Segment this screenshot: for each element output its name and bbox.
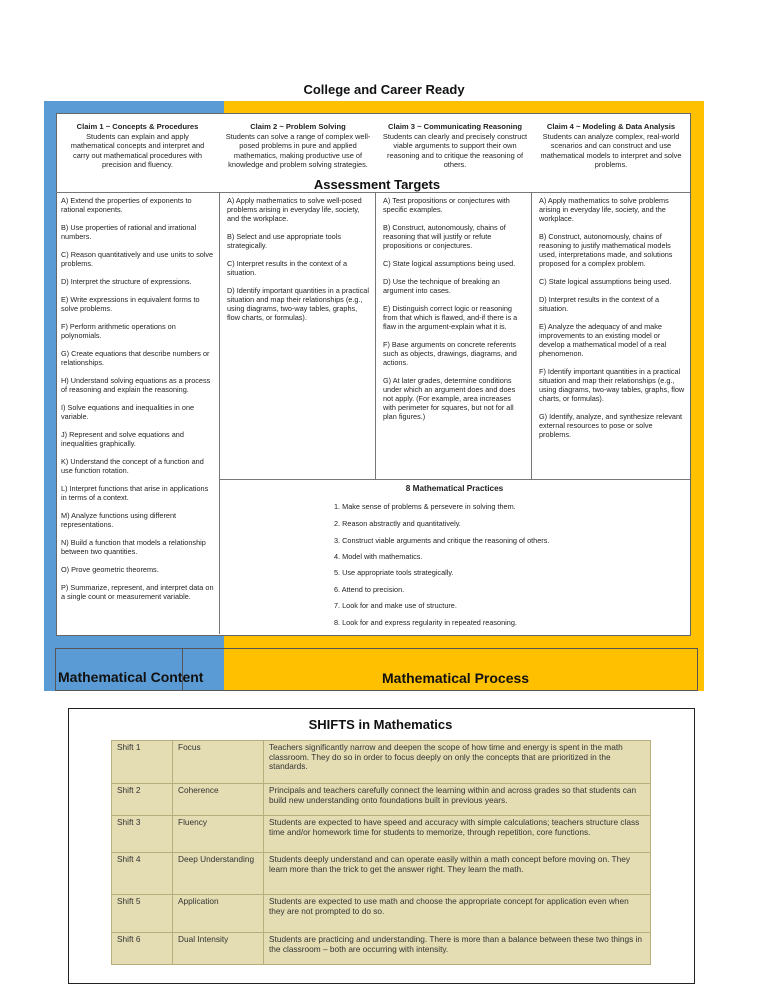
target-2a: A) Apply mathematics to solve well-posed problems arising in everyday life, society, and the workplace. [227,196,362,223]
shift-name: Fluency [173,816,264,853]
practices-title: 8 Mathematical Practices [405,484,504,493]
table-row [112,933,651,965]
target-4a: A) Apply mathematics to solve problems arising in everyday life, society, and the workplace. [539,196,669,223]
practice-2: 2. Reason abstractly and quantitatively. [334,519,461,528]
shift-desc: Students are expected to use math and choose the appropriate concept for application even when they are not prompted to do so. [264,895,651,933]
target-1c: C) Reason quantitatively and use units to solve problems. [61,250,214,268]
target-4c: C) State logical assumptions being used. [539,277,672,286]
claim-2-text: Students can solve a range of complex well-posed problems in pure and applied mathematics, making productive use of knowledge and problem solving strategies. [225,132,371,169]
table-row [112,784,651,816]
table-row [112,895,651,933]
claim-2-targets [227,196,370,322]
target-1e: E) Write expressions in equivalent forms to solve problems. [61,295,200,313]
claim-4-targets [539,196,685,439]
target-1o: O) Prove geometric theorems. [61,565,159,574]
targets-top-divider [56,192,690,193]
target-4b: B) Construct, autonomously, chains of reasoning to justify mathematical models used, interpretations made, and solutions proposed for a complex problem. [539,232,673,268]
target-1k: K) Understand the concept of a function and use function rotation. [61,457,204,475]
page-title-line1: College and Career Ready [303,82,465,97]
column-divider-1 [219,192,220,634]
practice-6: 6. Attend to precision. [334,585,405,594]
target-2d: D) Identify important quantities in a practical situation and map their relationships (e.g., using diagrams, two-way tables, graphs, flow charts, or formulas). [227,286,369,322]
target-1b: B) Use properties of rational and irrational numbers. [61,223,197,241]
target-1d: D) Interpret the structure of expressions. [61,277,192,286]
target-1m: M) Analyze functions using different representations. [61,511,177,529]
column-divider-2 [375,192,376,479]
shift-name: Coherence [173,784,264,816]
column-divider-3 [531,192,532,479]
target-1a: A) Extend the properties of exponents to rational exponents. [61,196,192,214]
target-3g: G) At later grades, determine conditions under which an argument does and does not apply. (For example, area increases with perimeter for squares, but not for all plan figures.) [383,376,516,421]
claim-1-text: Students can explain and apply mathematical concepts and interpret and carry out mathematical procedures with precision and fluency. [70,132,205,169]
claim-3-text: Students can clearly and precisely construct viable arguments to support their own reasoning and to critique the reasoning of others. [382,132,528,169]
practice-7: 7. Look for and make use of structure. [334,601,457,610]
target-2c: C) Interpret results in the context of a situation. [227,259,348,277]
shift-label: Shift 4 [112,853,173,895]
shift-desc: Students are expected to have speed and accuracy with simple calculations; teachers structure class time and/or homework time for students to memorize, through repetition, core functions. [264,816,651,853]
claim-3-title: Claim 3 ~ Communicating Reasoning [388,122,522,131]
table-row [112,816,651,853]
assessment-targets-heading: Assessment Targets [313,177,441,192]
claim-4-text: Students can analyze complex, real-world scenarios and can construct and use mathematical models to interpret and solve problems. [540,132,682,169]
shift-desc: Students are practicing and understanding. There is more than a balance between these two things in the classroom – both are occurring with intensity. [264,933,651,965]
content-label: Mathematical Content [58,669,204,685]
shift-desc: Principals and teachers carefully connect the learning within and across grades so that students can build new understanding onto foundations built in previous years. [264,784,651,816]
target-3f: F) Base arguments on concrete referents such as objects, drawings, diagrams, and actions. [383,340,517,367]
shifts-table [111,740,651,965]
claim-4-title: Claim 4 ~ Modeling & Data Analysis [546,122,676,131]
practices-divider [219,479,690,480]
target-3a: A) Test propositions or conjectures with specific examples. [383,196,510,214]
target-3b: B) Construct, autonomously, chains of reasoning that will justify or refute propositions or conjectures. [383,223,506,250]
claim-4-header [536,122,686,169]
shift-name: Dual Intensity [173,933,264,965]
shift-label: Shift 3 [112,816,173,853]
target-4f: F) Identify important quantities in a practical situation and map their relationships (e.g., using diagrams, two-way tables, graphs, flow charts, or formulas). [539,367,685,403]
claim-3-targets [383,196,526,421]
target-1h: H) Understand solving equations as a process of reasoning and explain the reasoning. [61,376,211,394]
shift-name: Focus [173,741,264,784]
table-row [112,853,651,895]
target-4d: D) Interpret results in the context of a situation. [539,295,660,313]
target-3d: D) Use the technique of breaking an argument into cases. [383,277,500,295]
process-label: Mathematical Process [382,670,530,686]
target-2b: B) Select and use appropriate tools strategically. [227,232,341,250]
target-4g: G) Identify, analyze, and synthesize relevant external resources to pose or solve problems. [539,412,683,439]
target-1i: I) Solve equations and inequalities in one variable. [61,403,195,421]
shift-name: Deep Understanding [173,853,264,895]
claim-1-header [66,122,209,169]
claim-2-header [224,122,372,169]
target-1p: P) Summarize, represent, and interpret data on a single count or measurement variable. [61,583,214,601]
shift-label: Shift 2 [112,784,173,816]
practice-1: 1. Make sense of problems & persevere in solving them. [334,502,516,511]
practice-5: 5. Use appropriate tools strategically. [334,568,454,577]
target-3c: C) State logical assumptions being used. [383,259,516,268]
practice-3: 3. Construct viable arguments and critique the reasoning of others. [334,536,550,545]
shift-name: Application [173,895,264,933]
target-1j: J) Represent and solve equations and inequalities graphically. [61,430,184,448]
target-1n: N) Build a function that models a relationship between two quantities. [61,538,206,556]
target-3e: E) Distinguish correct logic or reasoning from that which is flawed, and-if there is a flaw in the argument-explain what it is. [383,304,518,331]
shifts-title: SHIFTS in Mathematics [308,717,453,732]
claim-2-title: Claim 2 ~ Problem Solving [250,122,346,131]
claim-3-header [381,122,529,169]
target-1g: G) Create equations that describe numbers or relationships. [61,349,210,367]
practice-8: 8. Look for and express regularity in repeated reasoning. [334,618,517,627]
target-1f: F) Perform arithmetic operations on polynomials. [61,322,176,340]
shift-label: Shift 1 [112,741,173,784]
shift-label: Shift 6 [112,933,173,965]
practice-4: 4. Model with mathematics. [334,552,423,561]
claim-1-title: Claim 1 ~ Concepts & Procedures [76,122,199,131]
target-4e: E) Analyze the adequacy of and make improvements to an existing model or develop a mathematical model of a real phenomenon. [539,322,667,358]
claim-1-targets [61,196,214,601]
target-1l: L) Interpret functions that arise in applications in terms of a context. [61,484,209,502]
shift-desc: Teachers significantly narrow and deepen the scope of how time and energy is spent in the math classroom. They do so in order to focus deeply on only the concepts that are prioritized in the standards. [264,741,651,784]
shift-desc: Students deeply understand and can operate easily within a math concept before moving on. They learn more than the trick to get the answer right. They learn the math. [264,853,651,895]
table-row [112,741,651,784]
shift-label: Shift 5 [112,895,173,933]
